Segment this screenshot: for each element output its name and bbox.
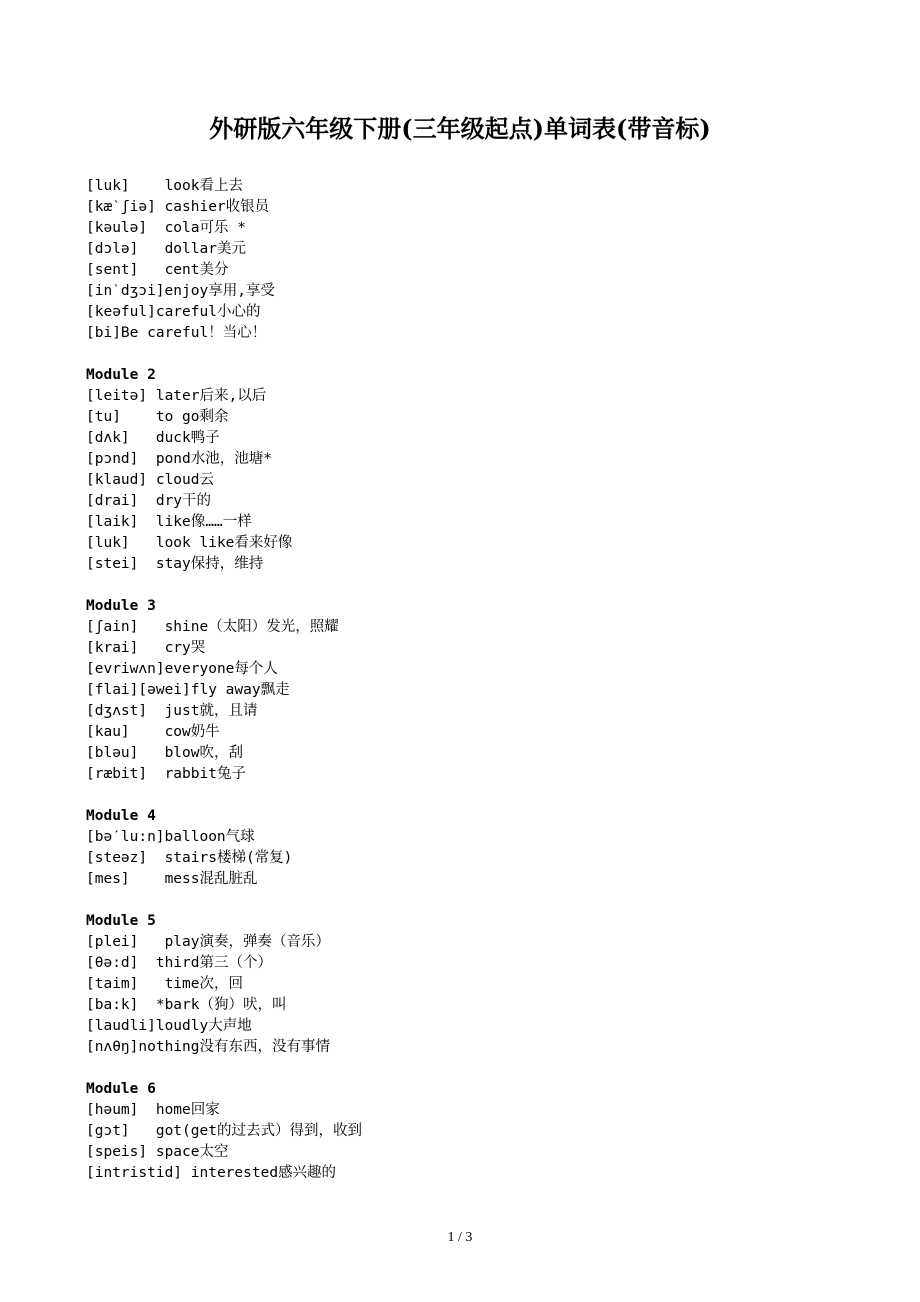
page-title: 外研版六年级下册(三年级起点)单词表(带音标)	[209, 114, 711, 143]
module-heading: Module 2	[86, 367, 156, 383]
module-section	[86, 575, 866, 785]
module-heading: Module 6	[86, 1081, 156, 1097]
section-spacer	[86, 575, 866, 596]
vocab-entry: [pɔnd] pond水池，池塘*	[86, 451, 272, 467]
vocab-entry: [nʌθŋ]nothing没有东西，没有事情	[86, 1039, 330, 1055]
vocab-entry: [dɔlə] dollar美元	[86, 241, 246, 257]
vocab-entry: [tu] to go剩余	[86, 409, 229, 425]
vocab-entry: [kæˋʃiə] cashier收银员	[86, 199, 270, 215]
module-section	[86, 890, 866, 1058]
vocab-entry: [θə:d] third第三（个）	[86, 955, 272, 971]
module-heading: Module 3	[86, 598, 156, 614]
vocab-entry: [plei] play演奏，弹奏（音乐）	[86, 934, 330, 950]
vocab-entry: [ʃain] shine（太阳）发光，照耀	[86, 619, 339, 635]
section-spacer	[86, 1058, 866, 1079]
vocab-entry: [dʌk] duck鸭子	[86, 430, 220, 446]
vocab-entry: [kau] cow奶牛	[86, 724, 220, 740]
vocab-entry: [dʒʌst] just就，且请	[86, 703, 258, 719]
vocab-entry: [bəˊlu:n]balloon气球	[86, 829, 255, 845]
vocab-entry: [bi]Be careful！当心！	[86, 325, 267, 341]
vocab-entry: [evriwʌn]everyone每个人	[86, 661, 278, 677]
vocab-entry: [mes] mess混乱脏乱	[86, 871, 258, 887]
module-section	[86, 785, 866, 890]
vocab-entry: [steəz] stairs楼梯(常复)	[86, 850, 293, 866]
vocab-entry: [krai] cry哭	[86, 640, 206, 656]
module-section	[86, 176, 866, 344]
module-heading: Module 5	[86, 913, 156, 929]
vocabulary-list	[86, 176, 866, 1184]
vocab-entry: [luk] look like看来好像	[86, 535, 293, 551]
vocab-entry: [flai][əwei]fly away飘走	[86, 682, 290, 698]
vocab-entry: [taim] time次，回	[86, 976, 243, 992]
vocab-entry: [həum] home回家	[86, 1102, 220, 1118]
vocab-entry: [keəful]careful小心的	[86, 304, 261, 320]
section-spacer	[86, 890, 866, 911]
vocab-entry: [bləu] blow吹，刮	[86, 745, 243, 761]
section-spacer	[86, 785, 866, 806]
vocab-entry: [luk] look看上去	[86, 178, 243, 194]
vocab-entry: [ræbit] rabbit兔子	[86, 766, 246, 782]
vocab-entry: [klaud] cloud云	[86, 472, 214, 488]
vocab-entry: [leitə] later后来,以后	[86, 388, 267, 404]
vocab-entry: [inˋdʒɔi]enjoy享用,享受	[86, 283, 275, 299]
module-heading: Module 4	[86, 808, 156, 824]
module-section	[86, 1058, 866, 1184]
page-number: 1 / 3	[447, 1230, 473, 1245]
vocab-entry: [speis] space太空	[86, 1144, 229, 1160]
vocab-entry: [gɔt] got(get的过去式）得到，收到	[86, 1123, 362, 1139]
vocab-entry: [kəulə] cola可乐 *	[86, 220, 246, 236]
section-spacer	[86, 344, 866, 365]
vocab-entry: [drai] dry干的	[86, 493, 212, 509]
module-section	[86, 344, 866, 575]
vocab-entry: [sent] cent美分	[86, 262, 229, 278]
vocab-entry: [laudli]loudly大声地	[86, 1018, 252, 1034]
vocab-entry: [stei] stay保持，维持	[86, 556, 264, 572]
vocab-entry: [ba:k] *bark（狗）吠，叫	[86, 997, 287, 1013]
vocab-entry: [intristid] interested感兴趣的	[86, 1165, 337, 1181]
vocab-entry: [laik] like像……一样	[86, 514, 252, 530]
